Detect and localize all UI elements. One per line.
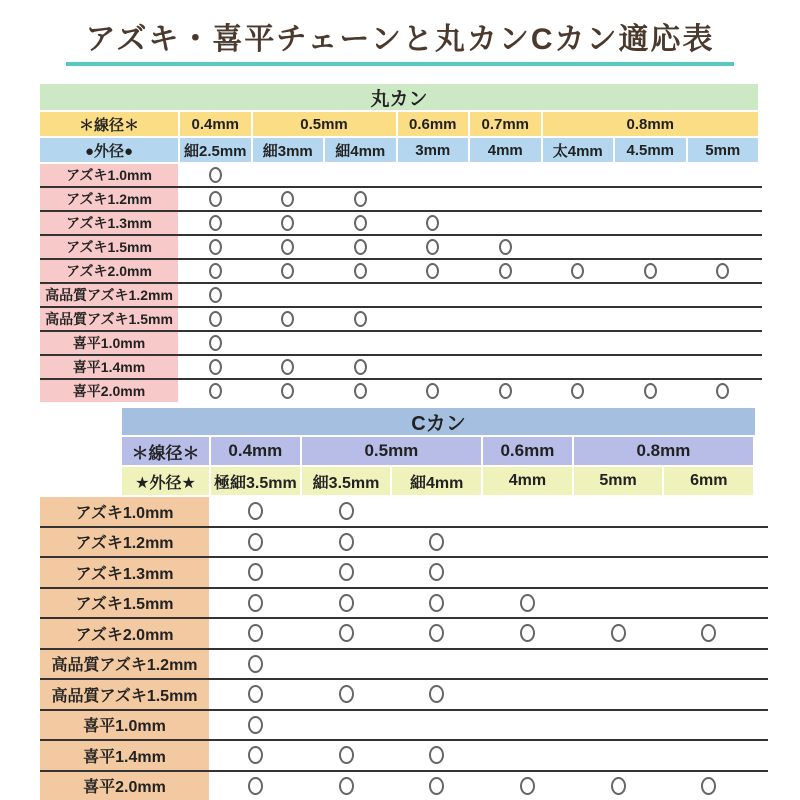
compat-mark-circle <box>248 502 263 520</box>
mark-cell <box>688 356 759 378</box>
compat-mark-circle <box>611 624 626 642</box>
compat-mark-circle <box>209 359 222 375</box>
mark-cell <box>253 332 324 354</box>
compat-mark-circle <box>339 533 354 551</box>
mark-cell <box>302 497 391 526</box>
table-row <box>40 497 768 528</box>
compat-mark-circle <box>248 624 263 642</box>
compat-mark-circle <box>248 563 263 581</box>
compat-mark-circle <box>571 263 584 279</box>
compat-mark-circle <box>644 263 657 279</box>
mark-cell <box>664 741 753 770</box>
mark-cell <box>398 260 469 282</box>
mark-cell <box>398 164 469 186</box>
mark-cell <box>325 308 396 330</box>
mark-cell <box>574 528 663 557</box>
table-row <box>40 558 768 589</box>
row-label: 高品質アズキ1.2mm <box>40 650 209 679</box>
compat-mark-circle <box>499 239 512 255</box>
mark-cell <box>543 284 614 306</box>
compat-mark-circle <box>644 383 657 399</box>
row-label: 高品質アズキ1.5mm <box>40 680 209 709</box>
compat-mark-circle <box>716 383 729 399</box>
mark-cell <box>392 497 481 526</box>
table-row <box>40 741 768 772</box>
wire-diameter-row <box>40 112 762 136</box>
mark-cell <box>180 356 251 378</box>
mark-cell <box>302 772 391 800</box>
mark-cell <box>615 380 686 402</box>
mark-cell <box>483 558 572 587</box>
mark-cell <box>325 212 396 234</box>
outer-diameter-cell: 4.5mm <box>615 138 686 162</box>
mark-cell <box>302 619 391 648</box>
compat-mark-circle <box>701 777 716 795</box>
outer-diameter-cell: 3mm <box>398 138 469 162</box>
compat-mark-circle <box>716 263 729 279</box>
mark-cell <box>574 772 663 800</box>
compat-mark-circle <box>248 655 263 673</box>
compat-mark-circle <box>339 594 354 612</box>
mark-cell <box>211 558 300 587</box>
wire-diameter-cell: 0.8mm <box>543 112 759 136</box>
table-body <box>40 497 768 800</box>
compat-mark-circle <box>520 777 535 795</box>
mark-cell <box>398 188 469 210</box>
mark-cell <box>574 711 663 740</box>
compat-mark-circle <box>209 335 222 351</box>
row-label: アズキ1.2mm <box>40 188 178 210</box>
mark-cell <box>180 164 251 186</box>
compat-mark-circle <box>281 359 294 375</box>
mark-cell <box>302 711 391 740</box>
row-label: アズキ1.3mm <box>40 558 209 587</box>
outer-diameter-cell: 5mm <box>574 467 663 495</box>
compat-mark-circle <box>429 777 444 795</box>
table-row <box>40 650 768 681</box>
mark-cell <box>325 236 396 258</box>
wire-diameter-cell: 0.5mm <box>253 112 396 136</box>
mark-cell <box>688 188 759 210</box>
marukan-compatibility-table <box>40 84 762 402</box>
compat-mark-circle <box>209 215 222 231</box>
mark-cell <box>483 772 572 800</box>
compat-mark-circle <box>209 239 222 255</box>
mark-cell <box>180 284 251 306</box>
mark-cell <box>615 284 686 306</box>
mark-cell <box>253 308 324 330</box>
table-row <box>40 188 762 212</box>
row-label: 喜平2.0mm <box>40 380 178 402</box>
compat-mark-circle <box>281 191 294 207</box>
compat-mark-circle <box>248 777 263 795</box>
outer-diameter-cell: 極細3.5mm <box>211 467 300 495</box>
outer-diameter-cell: 6mm <box>664 467 753 495</box>
table-row <box>40 680 768 711</box>
mark-cell <box>470 164 541 186</box>
compat-mark-circle <box>499 263 512 279</box>
mark-cell <box>470 308 541 330</box>
outer-diameter-cell: 細3mm <box>253 138 324 162</box>
table-row <box>40 380 762 402</box>
mark-cell <box>664 772 753 800</box>
mark-cell <box>688 380 759 402</box>
mark-cell <box>664 711 753 740</box>
mark-cell <box>325 188 396 210</box>
compat-mark-circle <box>281 311 294 327</box>
mark-cell <box>664 650 753 679</box>
mark-cell <box>180 236 251 258</box>
wire-diameter-cell: 0.7mm <box>470 112 541 136</box>
mark-cell <box>470 332 541 354</box>
compat-mark-circle <box>209 191 222 207</box>
compat-mark-circle <box>426 239 439 255</box>
mark-cell <box>483 741 572 770</box>
row-label: 喜平1.4mm <box>40 741 209 770</box>
mark-cell <box>470 284 541 306</box>
compat-mark-circle <box>339 624 354 642</box>
row-label: 喜平1.0mm <box>40 711 209 740</box>
mark-cell <box>325 284 396 306</box>
table-row <box>40 164 762 188</box>
compat-mark-circle <box>354 311 367 327</box>
mark-cell <box>615 308 686 330</box>
compat-mark-circle <box>209 287 222 303</box>
mark-cell <box>180 188 251 210</box>
compat-mark-circle <box>429 746 444 764</box>
compat-mark-circle <box>248 716 263 734</box>
compat-mark-circle <box>339 502 354 520</box>
row-label: アズキ1.5mm <box>40 236 178 258</box>
mark-cell <box>398 284 469 306</box>
page-title: アズキ・喜平チェーンと丸カンCカン適応表 <box>66 14 735 66</box>
mark-cell <box>543 260 614 282</box>
mark-cell <box>688 308 759 330</box>
mark-cell <box>664 558 753 587</box>
mark-cell <box>302 680 391 709</box>
mark-cell <box>574 558 663 587</box>
row-label: アズキ1.3mm <box>40 212 178 234</box>
mark-cell <box>398 356 469 378</box>
table-row <box>40 212 762 236</box>
mark-cell <box>688 260 759 282</box>
mark-cell <box>615 332 686 354</box>
compat-mark-circle <box>429 624 444 642</box>
outer-diameter-cell: 細3.5mm <box>302 467 391 495</box>
wire-diameter-header-label: ＊線径＊ <box>122 437 209 465</box>
table-row <box>40 589 768 620</box>
mark-cell <box>392 711 481 740</box>
mark-cell <box>253 284 324 306</box>
mark-cell <box>398 236 469 258</box>
compat-mark-circle <box>426 215 439 231</box>
compat-mark-circle <box>248 685 263 703</box>
mark-cell <box>470 236 541 258</box>
row-label: アズキ1.0mm <box>40 497 209 526</box>
mark-cell <box>543 236 614 258</box>
compat-mark-circle <box>571 383 584 399</box>
wire-diameter-cell: 0.5mm <box>302 437 481 465</box>
compat-mark-circle <box>281 383 294 399</box>
compat-mark-circle <box>354 215 367 231</box>
mark-cell <box>483 589 572 618</box>
outer-diameter-cell: 細4mm <box>325 138 396 162</box>
table-row <box>40 332 762 356</box>
mark-cell <box>664 589 753 618</box>
row-label: 高品質アズキ1.5mm <box>40 308 178 330</box>
table-title: Cカン <box>122 408 755 435</box>
mark-cell <box>483 650 572 679</box>
compat-mark-circle <box>429 685 444 703</box>
compat-mark-circle <box>248 594 263 612</box>
mark-cell <box>325 260 396 282</box>
table-row <box>40 308 762 332</box>
mark-cell <box>688 332 759 354</box>
compat-mark-circle <box>429 594 444 612</box>
mark-cell <box>180 212 251 234</box>
compat-mark-circle <box>611 777 626 795</box>
compat-mark-circle <box>354 239 367 255</box>
mark-cell <box>543 332 614 354</box>
mark-cell <box>211 589 300 618</box>
outer-diameter-cell: 細2.5mm <box>180 138 251 162</box>
mark-cell <box>483 711 572 740</box>
mark-cell <box>615 188 686 210</box>
compat-mark-circle <box>701 624 716 642</box>
wire-diameter-cell: 0.8mm <box>574 437 753 465</box>
mark-cell <box>615 164 686 186</box>
mark-cell <box>302 589 391 618</box>
mark-cell <box>688 236 759 258</box>
compat-mark-circle <box>339 746 354 764</box>
compat-mark-circle <box>426 383 439 399</box>
mark-cell <box>180 260 251 282</box>
table-row <box>40 284 762 308</box>
compat-mark-circle <box>281 239 294 255</box>
mark-cell <box>574 589 663 618</box>
mark-cell <box>483 528 572 557</box>
mark-cell <box>543 188 614 210</box>
outer-diameter-cell: 太4mm <box>543 138 614 162</box>
table-row <box>40 260 762 284</box>
mark-cell <box>302 528 391 557</box>
mark-cell <box>325 356 396 378</box>
outer-diameter-cell: 4mm <box>483 467 572 495</box>
row-label: アズキ1.0mm <box>40 164 178 186</box>
outer-diameter-header-label: ●外径● <box>40 138 178 162</box>
mark-cell <box>180 380 251 402</box>
compat-mark-circle <box>248 746 263 764</box>
wire-diameter-cell: 0.6mm <box>483 437 572 465</box>
mark-cell <box>615 260 686 282</box>
wire-diameter-cell: 0.4mm <box>211 437 300 465</box>
mark-cell <box>392 558 481 587</box>
mark-cell <box>392 680 481 709</box>
compat-mark-circle <box>499 383 512 399</box>
outer-diameter-row <box>40 138 762 162</box>
compat-mark-circle <box>354 383 367 399</box>
compat-mark-circle <box>248 533 263 551</box>
mark-cell <box>470 356 541 378</box>
wire-diameter-cell: 0.4mm <box>180 112 251 136</box>
mark-cell <box>211 680 300 709</box>
mark-cell <box>325 164 396 186</box>
mark-cell <box>392 528 481 557</box>
mark-cell <box>543 380 614 402</box>
mark-cell <box>325 380 396 402</box>
wire-diameter-cell: 0.6mm <box>398 112 469 136</box>
row-label: アズキ1.5mm <box>40 589 209 618</box>
mark-cell <box>543 356 614 378</box>
outer-diameter-row <box>122 467 768 495</box>
compat-mark-circle <box>209 311 222 327</box>
compat-mark-circle <box>209 263 222 279</box>
mark-cell <box>211 741 300 770</box>
mark-cell <box>211 772 300 800</box>
mark-cell <box>543 308 614 330</box>
compat-mark-circle <box>281 263 294 279</box>
mark-cell <box>253 212 324 234</box>
mark-cell <box>180 332 251 354</box>
row-label: アズキ2.0mm <box>40 260 178 282</box>
mark-cell <box>180 308 251 330</box>
mark-cell <box>615 236 686 258</box>
table-body <box>40 164 762 402</box>
mark-cell <box>574 680 663 709</box>
mark-cell <box>470 260 541 282</box>
compat-mark-circle <box>354 359 367 375</box>
compat-mark-circle <box>429 533 444 551</box>
mark-cell <box>253 236 324 258</box>
wire-diameter-header-label: ＊線径＊ <box>40 112 178 136</box>
table-row <box>40 528 768 559</box>
outer-diameter-header-label: ★外径★ <box>122 467 209 495</box>
mark-cell <box>483 619 572 648</box>
mark-cell <box>398 332 469 354</box>
mark-cell <box>688 164 759 186</box>
compat-mark-circle <box>520 624 535 642</box>
compat-mark-circle <box>281 215 294 231</box>
compat-mark-circle <box>209 383 222 399</box>
mark-cell <box>483 680 572 709</box>
compat-mark-circle <box>426 263 439 279</box>
row-label: 喜平1.4mm <box>40 356 178 378</box>
mark-cell <box>615 212 686 234</box>
mark-cell <box>664 528 753 557</box>
mark-cell <box>211 497 300 526</box>
mark-cell <box>483 497 572 526</box>
mark-cell <box>392 741 481 770</box>
table-row <box>40 236 762 260</box>
compat-mark-circle <box>339 563 354 581</box>
mark-cell <box>574 619 663 648</box>
mark-cell <box>302 741 391 770</box>
compat-mark-circle <box>354 263 367 279</box>
mark-cell <box>253 164 324 186</box>
mark-cell <box>615 356 686 378</box>
mark-cell <box>664 619 753 648</box>
wire-diameter-row <box>122 437 768 465</box>
compat-mark-circle <box>354 191 367 207</box>
mark-cell <box>398 212 469 234</box>
mark-cell <box>211 711 300 740</box>
mark-cell <box>392 589 481 618</box>
mark-cell <box>574 741 663 770</box>
mark-cell <box>211 650 300 679</box>
mark-cell <box>253 380 324 402</box>
outer-diameter-cell: 細4mm <box>392 467 481 495</box>
table-row <box>40 356 762 380</box>
mark-cell <box>302 558 391 587</box>
mark-cell <box>211 528 300 557</box>
ckan-compatibility-table <box>40 408 768 800</box>
mark-cell <box>543 212 614 234</box>
mark-cell <box>664 497 753 526</box>
mark-cell <box>302 650 391 679</box>
page-header <box>0 14 800 66</box>
mark-cell <box>470 212 541 234</box>
compat-mark-circle <box>339 777 354 795</box>
mark-cell <box>325 332 396 354</box>
outer-diameter-cell: 4mm <box>470 138 541 162</box>
mark-cell <box>688 284 759 306</box>
mark-cell <box>543 164 614 186</box>
mark-cell <box>392 619 481 648</box>
compat-mark-circle <box>429 563 444 581</box>
mark-cell <box>574 650 663 679</box>
table-row <box>40 619 768 650</box>
compat-mark-circle <box>339 685 354 703</box>
mark-cell <box>392 772 481 800</box>
mark-cell <box>211 619 300 648</box>
table-row <box>40 711 768 742</box>
row-label: 喜平1.0mm <box>40 332 178 354</box>
table-row <box>40 772 768 800</box>
mark-cell <box>688 212 759 234</box>
mark-cell <box>392 650 481 679</box>
mark-cell <box>253 188 324 210</box>
table-title: 丸カン <box>40 84 758 110</box>
mark-cell <box>470 380 541 402</box>
row-label: アズキ2.0mm <box>40 619 209 648</box>
mark-cell <box>398 380 469 402</box>
compat-mark-circle <box>209 167 222 183</box>
row-label: 喜平2.0mm <box>40 772 209 800</box>
mark-cell <box>664 680 753 709</box>
row-label: 高品質アズキ1.2mm <box>40 284 178 306</box>
mark-cell <box>253 260 324 282</box>
mark-cell <box>253 356 324 378</box>
mark-cell <box>574 497 663 526</box>
outer-diameter-cell: 5mm <box>688 138 759 162</box>
mark-cell <box>398 308 469 330</box>
compat-mark-circle <box>520 594 535 612</box>
row-label: アズキ1.2mm <box>40 528 209 557</box>
mark-cell <box>470 188 541 210</box>
